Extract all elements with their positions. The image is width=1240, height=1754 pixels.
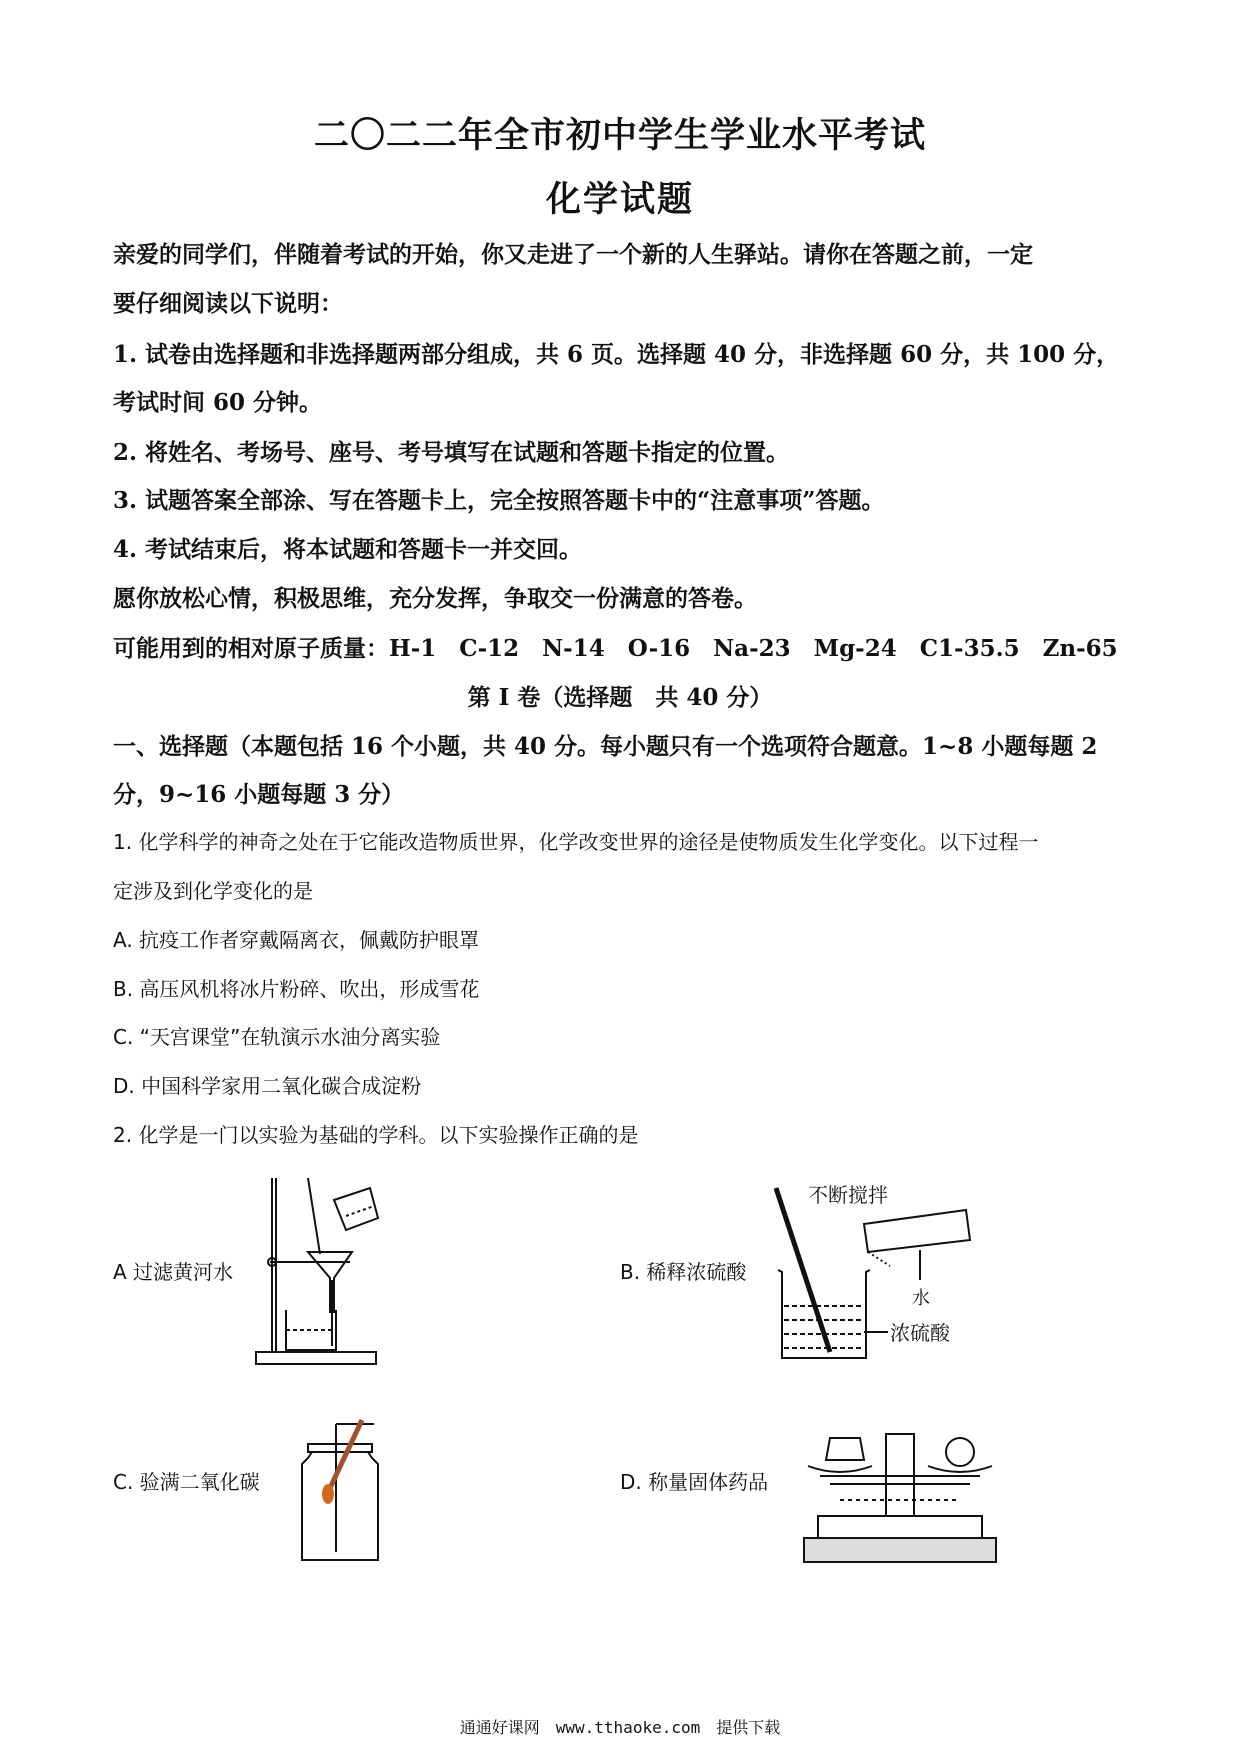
q2-option-c-label: C. 验满二氧化碳 [113, 1470, 260, 1494]
filtration-apparatus-figure [250, 1170, 410, 1370]
q1-option-b: B. 高压风机将冰片粉碎、吹出，形成雪花 [113, 977, 480, 1001]
co2-full-test-figure [290, 1412, 410, 1572]
q2-option-b-label: B. 稀释浓硫酸 [620, 1260, 747, 1284]
wish-line: 愿你放松心情，积极思维，充分发挥，争取交一份满意的答卷。 [113, 585, 757, 612]
stir-label: 不断搅拌 [808, 1183, 888, 1207]
question-1-line-a: 1. 化学科学的神奇之处在于它能改造物质世界，化学改变世界的途径是使物质发生化学变化。以下过程一 [113, 830, 1039, 854]
exam-title: 二〇二二年全市初中学生学业水平考试 [313, 115, 926, 156]
footer-credit: 通通好课网 www.tthaoke.com 提供下载 [459, 1718, 781, 1737]
q1-option-c: C. “天宫课堂”在轨演示水油分离实验 [113, 1025, 441, 1049]
rule-3: 3. 试题答案全部涂、写在答题卡上，完全按照答题卡中的“注意事项”答题。 [113, 487, 885, 514]
q2-option-a-label: A 过滤黄河水 [113, 1260, 234, 1284]
rule-4: 4. 考试结束后，将本试题和答题卡一并交回。 [113, 536, 583, 563]
intro-line-2: 要仔细阅读以下说明： [113, 290, 343, 317]
volume-heading: 第 I 卷（选择题 共 40 分） [467, 684, 773, 711]
exam-subject: 化学试题 [545, 179, 694, 220]
q2-option-d-label: D. 称量固体药品 [620, 1470, 769, 1494]
question-1-line-b: 定涉及到化学变化的是 [113, 879, 313, 903]
intro-line-1: 亲爱的同学们，伴随着考试的开始，你又走进了一个新的人生驿站。请你在答题之前，一定 [113, 241, 1033, 268]
conc-acid-label: 浓硫酸 [890, 1321, 950, 1345]
flame-icon [322, 1484, 334, 1504]
rule-1a: 1. 试卷由选择题和非选择题两部分组成，共 6 页。选择题 40 分，非选择题 60 分，共 100 分， [113, 341, 1120, 368]
q1-option-d: D. 中国科学家用二氧化碳合成淀粉 [113, 1074, 422, 1098]
dilution-apparatus-figure [770, 1180, 990, 1370]
q1-option-a: A. 抗疫工作者穿戴隔离衣，佩戴防护眼罩 [113, 928, 480, 952]
balance-figure [800, 1420, 1000, 1570]
rule-1b: 考试时间 60 分钟。 [113, 389, 323, 416]
question-2: 2. 化学是一门以实验为基础的学科。以下实验操作正确的是 [113, 1123, 639, 1147]
water-label: 水 [912, 1288, 930, 1309]
section-heading-a: 一、选择题（本题包括 16 个小题，共 40 分。每小题只有一个选项符合题意。1~8 小题每题 2 [113, 733, 1098, 760]
section-heading-b: 分，9~16 小题每题 3 分） [113, 781, 405, 808]
rule-2: 2. 将姓名、考场号、座号、考号填写在试题和答题卡指定的位置。 [113, 439, 790, 466]
atomic-mass-line: 可能用到的相对原子质量：H-1 C-12 N-14 O-16 Na-23 Mg-24 C1-35.5 Zn-65 [113, 635, 1118, 662]
